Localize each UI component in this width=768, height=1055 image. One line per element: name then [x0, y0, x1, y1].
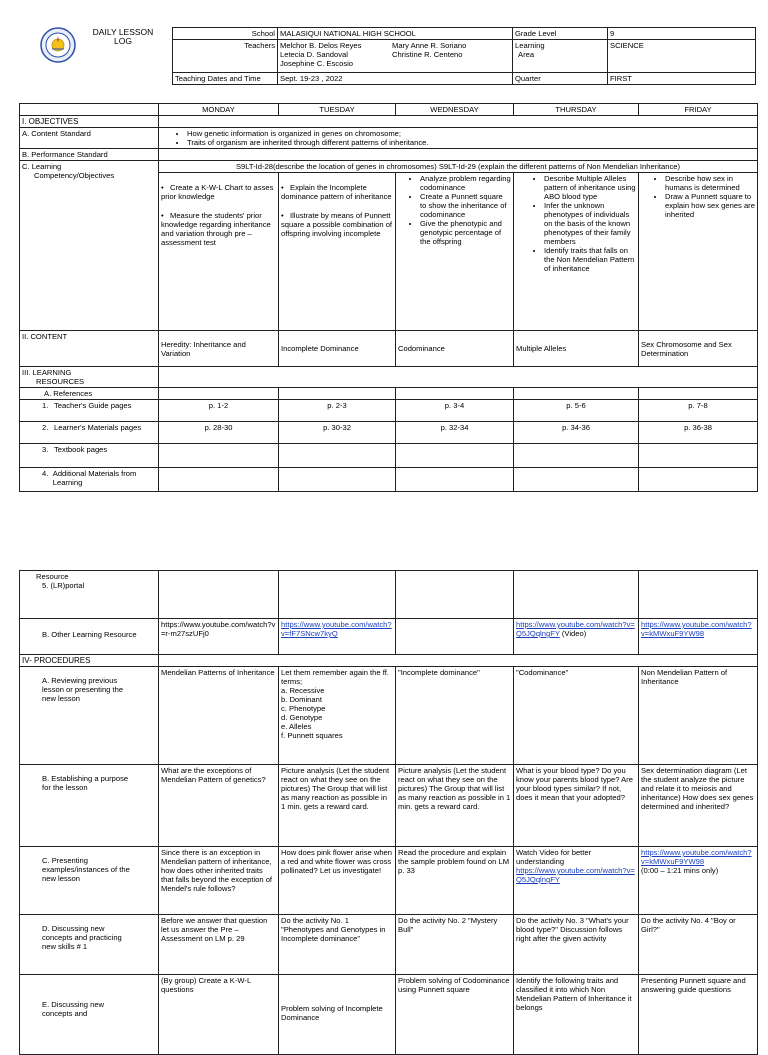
resource-row-num: 1.: [42, 401, 49, 410]
empty-cell: [514, 388, 639, 400]
video-link[interactable]: https://www.youtube.com/watch?v=Q5JQqlngFY: [516, 866, 635, 884]
video-link[interactable]: https://www.youtube.com/watch?v=kMWxuF9YW98: [641, 848, 752, 866]
resource-link[interactable]: https://www.youtube.com/watch?v=fF7SNcw7kyQ: [281, 620, 392, 638]
resource-link[interactable]: https://www.youtube.com/watch?v=kMWxuF9YW98: [641, 620, 752, 638]
resource-value: p. 28-30: [159, 422, 279, 444]
other-resources-text: B. Other Learning Resource: [42, 630, 137, 639]
empty-cell: [639, 388, 758, 400]
resource-row-num: 2.: [42, 423, 49, 432]
resource-value: p. 1-2: [159, 400, 279, 422]
lesson-table-page1: [19, 103, 758, 492]
other-resource-friday: [639, 619, 758, 655]
day-header-wednesday: WEDNESDAY: [396, 104, 514, 116]
teacher-name: Mary Anne R. Soriano: [392, 41, 467, 50]
empty-cell: [639, 571, 758, 619]
resource-value: p. 30-32: [279, 422, 396, 444]
teachers-value: [278, 40, 513, 73]
objective-text: Illustrate by means of Punnett square a possible combination of offspring involving incomplete: [281, 211, 393, 238]
empty-cell: [159, 571, 279, 619]
procedure-c-wednesday: Read the procedure and explain the sample problem found on LM p. 33: [396, 847, 514, 915]
procedure-b-label: [20, 765, 159, 847]
procedure-label-text: A. Reviewing previous lesson or presenting the new lesson: [42, 676, 124, 703]
references-label: [20, 388, 159, 400]
learning-area-label: [513, 40, 608, 73]
procedure-a-label: [20, 667, 159, 765]
procedure-d-label: [20, 915, 159, 975]
content-standard-item: • How genetic information is organized in genes on chromosome;: [187, 129, 755, 138]
procedure-e-wednesday: Problem solving of Codominance using Punnett square: [396, 975, 514, 1055]
procedure-d-friday: Do the activity No. 4 "Boy or Girl?": [639, 915, 758, 975]
objectives-thursday: [514, 173, 639, 331]
empty-cell: [514, 571, 639, 619]
performance-standard-value: [159, 149, 758, 161]
procedure-c-friday: [639, 847, 758, 915]
empty-cell: [514, 444, 639, 468]
other-resource-wednesday: [396, 619, 514, 655]
procedure-d-thursday: Do the activity No. 3 "What's your blood type?" Discussion follows right after the given activity: [514, 915, 639, 975]
empty-cell: [396, 444, 514, 468]
teachers-label: Teachers: [173, 40, 278, 73]
deped-seal-logo: [40, 27, 76, 63]
resource-row-label: [20, 422, 159, 444]
video-time-range: (0:00 – 1:21 mins only): [641, 866, 719, 875]
procedure-label-text: C. Presenting examples/instances of the new lesson: [42, 856, 130, 883]
objective-item: • Create a K-W-L Chart to asses prior knowledge: [161, 183, 274, 201]
procedure-c-tuesday: How does pink flower arise when a red and white flower was cross pollinated? Let us investigate!: [279, 847, 396, 915]
resource-value: p. 36-38: [639, 422, 758, 444]
procedure-e-thursday: Identify the following traits and classified it into which Non Mendelian Pattern of Inheritance it belongs: [514, 975, 639, 1055]
procedure-a-tuesday: [279, 667, 396, 765]
day-header-friday: FRIDAY: [639, 104, 758, 116]
resource-value: p. 5-6: [514, 400, 639, 422]
procedure-b-thursday: What is your blood type? Do you know your parents blood type? Are your blood types similar? If not, does it mean that your adopted?: [514, 765, 639, 847]
procedure-b-monday: What are the exceptions of Mendelian Pattern of genetics?: [159, 765, 279, 847]
objective-item: • Explain the Incomplete dominance pattern of inheritance: [281, 183, 392, 201]
procedure-label-text: B. Establishing a purpose for the lesson: [42, 774, 129, 792]
term-item: a. Recessive: [281, 686, 325, 695]
empty-cell: [279, 468, 396, 492]
resource-row-text: Teacher's Guide pages: [54, 401, 132, 410]
objective-item: • Measure the students' prior knowledge regarding inheritance and variation through pre – assessment test: [161, 211, 271, 247]
title-line-2: LOG: [114, 36, 132, 46]
resource-value: p. 3-4: [396, 400, 514, 422]
grade-level-value: 9: [608, 28, 756, 40]
resource-value: p. 32-34: [396, 422, 514, 444]
quarter-value: FIRST: [608, 73, 756, 85]
teacher-name: Melchor B. Delos Reyes: [280, 41, 362, 50]
other-resources-label: [20, 619, 159, 655]
procedure-e-label: [20, 975, 159, 1055]
empty-cell: [159, 468, 279, 492]
title-line-1: DAILY LESSON: [92, 27, 154, 37]
learning-area-label-2: Area: [518, 50, 535, 59]
empty-cell: [279, 388, 396, 400]
procedure-e-tuesday: [279, 975, 396, 1055]
objective-text: • Create a Punnett square to show the inheritance of codominance: [420, 192, 511, 219]
objective-text: Explain the Incomplete dominance pattern of inheritance: [281, 183, 392, 201]
lr-portal-text: 5. (LR)portal: [42, 581, 85, 590]
references-text: A. References: [44, 389, 93, 398]
term-item: e. Alleles: [281, 722, 312, 731]
resource-value: p. 2-3: [279, 400, 396, 422]
competency-codes: S9LT-Id-28(describe the location of genes in chromosomes) S9LT-Id-29 (explain the different patterns of Non Mendelian Inheritance): [159, 161, 758, 173]
resources-heading-1: III. LEARNING: [22, 368, 72, 377]
empty-cell: [396, 388, 514, 400]
objective-text: Create a K-W-L Chart to asses prior knowledge: [161, 183, 274, 201]
procedure-c-monday: Since there is an exception in Mendelian pattern of inheritance, how does other inherited traits that falls beyond the exception of Mendel's rule follows?: [159, 847, 279, 915]
objective-text: • Describe how sex in humans is determined: [665, 174, 755, 192]
content-wednesday: Codominance: [396, 331, 514, 367]
procedure-e-monday: (By group) Create a K-W-L questions: [159, 975, 279, 1055]
objective-text: • Draw a Punnett square to explain how sex genes are inherited: [665, 192, 755, 219]
content-tuesday: Incomplete Dominance: [279, 331, 396, 367]
empty-cell: [279, 444, 396, 468]
dates-label: Teaching Dates and Time: [173, 73, 278, 85]
day-header-monday: MONDAY: [159, 104, 279, 116]
procedure-a-wednesday: "Incomplete dominance": [396, 667, 514, 765]
empty-cell: [396, 571, 514, 619]
procedure-a-monday: Mendelian Patterns of Inheritance: [159, 667, 279, 765]
procedure-b-friday: Sex determination diagram (Let the student analyze the picture and relate it to meiosis and inheritance) How does sex genes determined and inherited?: [639, 765, 758, 847]
objectives-empty: [159, 116, 758, 128]
objectives-heading: I. OBJECTIVES: [20, 116, 159, 128]
procedure-a-friday: Non Mendelian Pattern of Inheritance: [639, 667, 758, 765]
empty-cell: [514, 468, 639, 492]
day-header-thursday: THURSDAY: [514, 104, 639, 116]
term-item: b. Dominant: [281, 695, 322, 704]
other-resource-thursday: [514, 619, 639, 655]
empty-cell: [639, 444, 758, 468]
content-standard-label: A. Content Standard: [20, 128, 159, 149]
content-friday: Sex Chromosome and Sex Determination: [639, 331, 758, 367]
performance-standard-label: B. Performance Standard: [20, 149, 159, 161]
procedures-heading: IV- PROCEDURES: [20, 655, 159, 667]
objective-text: Measure the students' prior knowledge regarding inheritance and variation through pre – assessment test: [161, 211, 271, 247]
term-item: c. Phenotype: [281, 704, 326, 713]
procedure-b-tuesday: Picture analysis (Let the student react on what they see on the pictures) The Group that will list as many reaction as possible in 1 min. gets a reward card.: [279, 765, 396, 847]
term-item: f. Punnett squares: [281, 731, 343, 740]
procedure-e-friday: Presenting Punnett square and answering guide questions: [639, 975, 758, 1055]
teacher-name: Christine R. Centeno: [392, 50, 463, 59]
document-title: [88, 28, 158, 46]
learning-resources-heading: [20, 367, 159, 388]
empty-corner: [20, 104, 159, 116]
lr-portal-label: [20, 571, 159, 619]
resource-row-text: Learner's Materials pages: [54, 423, 142, 432]
procedures-empty: [159, 655, 758, 667]
content-heading: II. CONTENT: [20, 331, 159, 367]
procedure-c-thursday: [514, 847, 639, 915]
resource-row-label: [20, 444, 159, 468]
resource-row-text: Additional Materials from Learning: [52, 469, 137, 487]
empty-cell: [159, 388, 279, 400]
term-item: d. Genotype: [281, 713, 323, 722]
learning-competency-label-1: C. Learning: [22, 162, 62, 171]
school-value: MALASIQUI NATIONAL HIGH SCHOOL: [278, 28, 513, 40]
procedure-d-monday: Before we answer that question let us answer the Pre – Assessment on LM p. 29: [159, 915, 279, 975]
resource-row-label: [20, 468, 159, 492]
procedure-a-thursday: "Codominance": [514, 667, 639, 765]
empty-cell: [639, 468, 758, 492]
watch-video-text: Watch Video for better understanding: [516, 848, 592, 866]
resource-row-num: 3.: [42, 445, 49, 454]
header-table: [172, 27, 756, 85]
learning-competency-label-2: Competency/Objectives: [34, 171, 115, 180]
procedure-d-wednesday: Do the activity No. 2 "Mystery Bull": [396, 915, 514, 975]
objective-item: • Illustrate by means of Punnett square a possible combination of offspring involving incomplete: [281, 211, 393, 238]
video-label: (Video): [561, 629, 587, 638]
resource-row-num: 4.: [42, 469, 49, 478]
objective-text: • Describe Multiple Alleles pattern of inheritance using ABO blood type: [544, 174, 636, 201]
objective-text: • Analyze problem regarding codominance: [420, 174, 511, 192]
empty-cell: [159, 444, 279, 468]
lesson-table-page2: [19, 570, 758, 1055]
content-standard-value: [159, 128, 758, 149]
objective-text: • Identify traits that falls on the Non Mendelian Pattern of inheritance: [544, 246, 636, 273]
objectives-friday: [639, 173, 758, 331]
resource-row-text: Textbook pages: [54, 445, 108, 454]
quarter-label: Quarter: [513, 73, 608, 85]
grade-level-label: Grade Level: [513, 28, 608, 40]
teacher-name: Josephine C. Escosio: [280, 59, 354, 68]
other-resource-monday: [159, 619, 279, 655]
resource-link[interactable]: https://www.youtube.com/watch?v=Q5JQqlngFY: [516, 620, 635, 638]
other-resource-tuesday: [279, 619, 396, 655]
objectives-wednesday: [396, 173, 514, 331]
empty-cell: [396, 468, 514, 492]
empty-cell: [279, 571, 396, 619]
dates-value: Sept. 19-23 , 2022: [278, 73, 513, 85]
learning-area-value: SCIENCE: [608, 40, 756, 73]
resource-value: p. 34-36: [514, 422, 639, 444]
learning-competency-label: [20, 161, 159, 331]
objective-text: • Give the phenotypic and genotypic percentage of the offspring: [420, 219, 511, 246]
objectives-tuesday: [279, 173, 396, 331]
objectives-monday: [159, 173, 279, 331]
procedure-label-text: E. Discussing new concepts and: [42, 1000, 105, 1018]
objective-text: • Infer the unknown phenotypes of individuals on the basis of the known phenotypes of their family members: [544, 201, 636, 246]
learning-resources-empty: [159, 367, 758, 388]
learning-area-label-1: Learning: [515, 41, 545, 50]
school-label: School: [173, 28, 278, 40]
content-standard-item: • Traits of organism are inherited through different patterns of inheritance.: [187, 138, 755, 147]
resource-row-label: [20, 400, 159, 422]
day-header-tuesday: TUESDAY: [279, 104, 396, 116]
content-thursday: Multiple Alleles: [514, 331, 639, 367]
content-monday: Heredity: Inheritance and Variation: [159, 331, 279, 367]
procedure-e-text: Problem solving of Incomplete Dominance: [281, 1004, 383, 1022]
procedure-b-wednesday: Picture analysis (Let the student react on what they see on the pictures) The Group that will list as many reaction as possible in 1 min. gets a reward card.: [396, 765, 514, 847]
procedure-c-label: [20, 847, 159, 915]
teacher-name: Letecia D. Sandoval: [280, 50, 348, 59]
procedure-label-text: D. Discussing new concepts and practicing new skills # 1: [42, 924, 122, 951]
terms-intro: Let them remember again the ff. terms;: [281, 668, 389, 686]
procedure-d-tuesday: Do the activity No. 1 "Phenotypes and Genotypes in Incomplete dominance": [279, 915, 396, 975]
lr-resource-text: Resource: [36, 572, 69, 581]
resource-value: p. 7-8: [639, 400, 758, 422]
resource-url-text: https://www.youtube.com/watch?v=r-m27szUFj0: [161, 620, 276, 638]
resources-heading-2: RESOURCES: [36, 377, 85, 386]
